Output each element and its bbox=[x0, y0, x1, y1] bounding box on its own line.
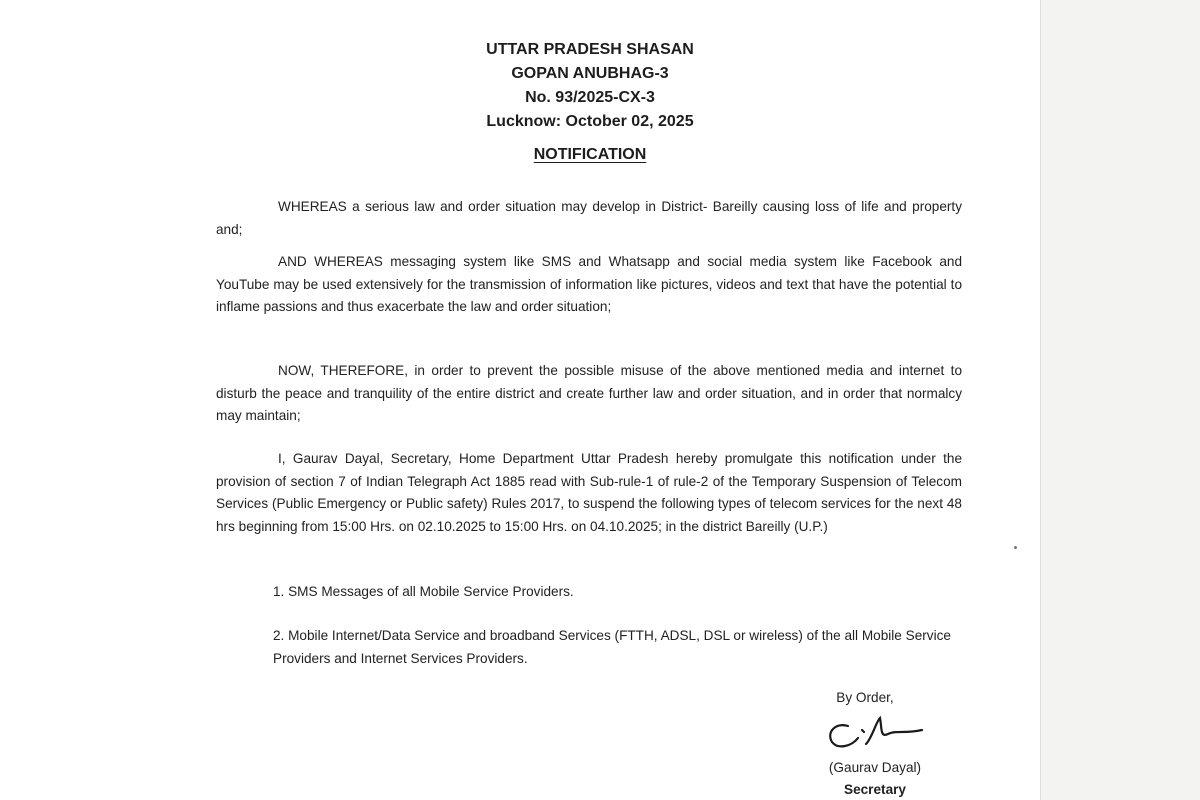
header-reference-number: No. 93/2025-CX-3 bbox=[525, 89, 655, 106]
paragraph-order: I, Gaurav Dayal, Secretary, Home Department Uttar Pradesh hereby promulgate this notification under the provision of section 7 of Indian Telegraph Act 1885 read with Sub-rule-1 of rule-2 of the Temporary Suspension of Telecom Services (Public Emergency or Public safety) Rules 2017, to suspend the following types of telecom services for the next 48 hrs beginning from 15:00 Hrs. on 02.10.2025 to 15:00 Hrs. on 04.10.2025; in the district Bareilly (U.P.) bbox=[216, 451, 962, 534]
paragraph-whereas: WHEREAS a serious law and order situation may develop in District- Bareilly causing loss of life and property and; bbox=[216, 199, 962, 237]
header-government: UTTAR PRADESH SHASAN bbox=[486, 41, 694, 58]
signature-icon bbox=[818, 708, 928, 758]
notification-title-text: NOTIFICATION bbox=[533, 146, 647, 163]
paragraph-now-therefore: NOW, THEREFORE, in order to prevent the possible misuse of the above mentioned media and internet to disturb the peace and tranquility of the entire district and create further law and order situation, and in order that normalcy may maintain; bbox=[216, 363, 962, 423]
header-department: GOPAN ANUBHAG-3 bbox=[511, 65, 669, 82]
paragraph-and-whereas: AND WHEREAS messaging system like SMS and Whatsapp and social media system like Facebook and YouTube may be used extensively for the transmission of information like pictures, videos and text that have the potential to inflame passions and thus exacerbate the law and order situation; bbox=[216, 254, 962, 314]
document-header bbox=[390, 38, 790, 134]
header-place-date: Lucknow: October 02, 2025 bbox=[486, 113, 694, 130]
signer-name: (Gaurav Dayal) bbox=[828, 760, 922, 775]
signer-designation: Secretary bbox=[844, 782, 906, 797]
by-order-label: By Order, bbox=[836, 690, 894, 705]
scan-speck bbox=[1014, 546, 1017, 549]
notification-title bbox=[440, 146, 740, 164]
list-item-internet: 2. Mobile Internet/Data Service and broadband Services (FTTH, ADSL, DSL or wireless) of the all Mobile Service Providers and Internet Services Providers. bbox=[273, 628, 951, 666]
list-item-sms: 1. SMS Messages of all Mobile Service Providers. bbox=[273, 584, 574, 599]
